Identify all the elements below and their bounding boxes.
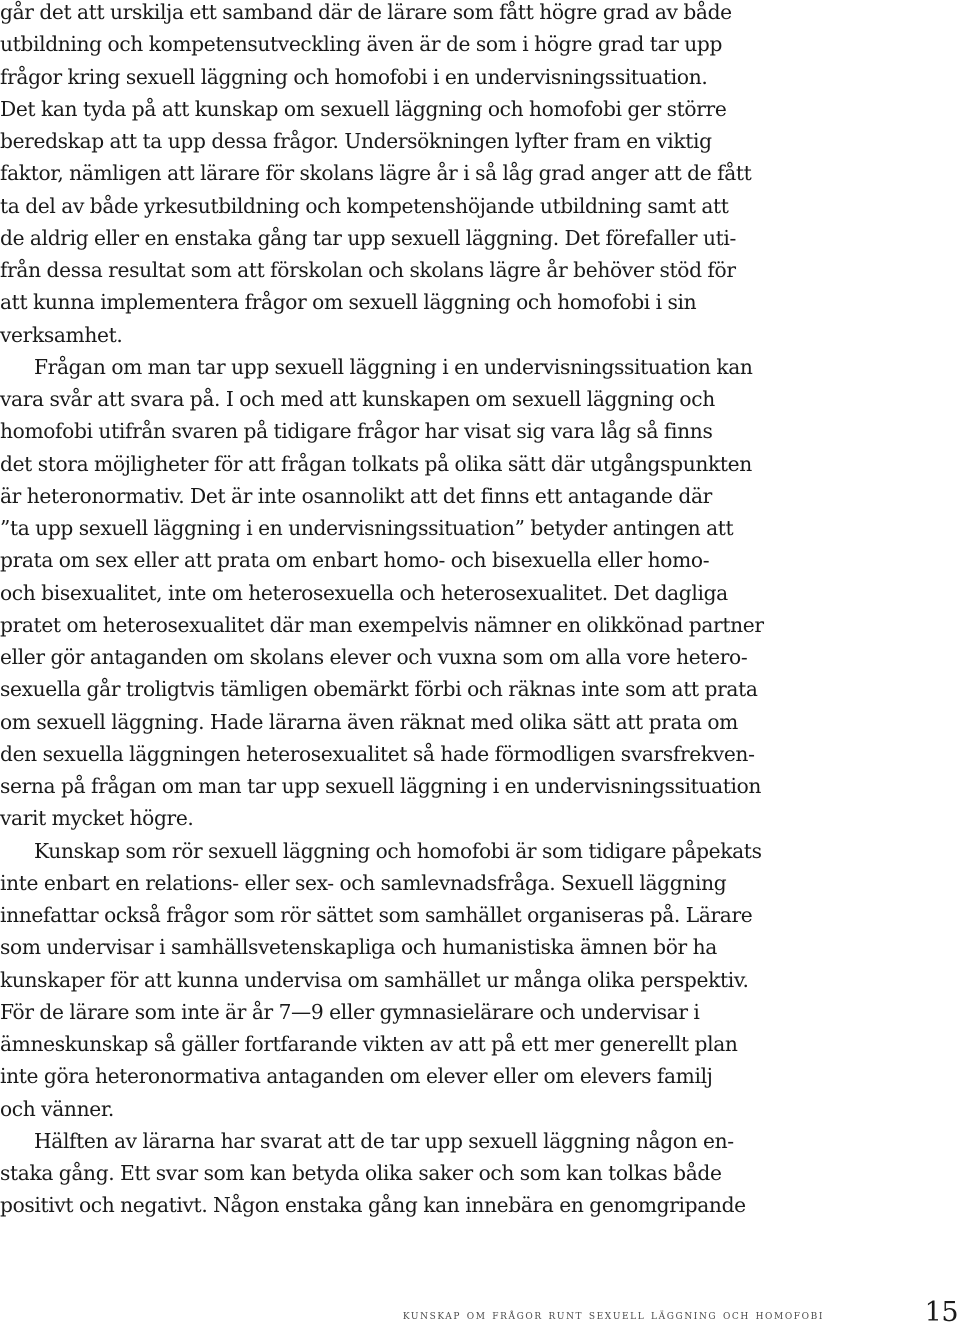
text-line: från dessa resultat som att förskolan och skolans lägre år behöver stöd för: [0, 258, 736, 282]
text-line: ta del av både yrkesutbildning och kompetenshöjande utbildning samt att: [0, 193, 729, 218]
text-line: positivt och negativt. Någon enstaka gång kan innebära en genomgripande: [0, 1193, 746, 1218]
text-line: vara svår att svara på. I och med att kunskapen om sexuell läggning och: [0, 387, 715, 411]
text-line: Det kan tyda på att kunskap om sexuell läggning och homofobi ger större: [0, 96, 727, 121]
text-line: och vänner.: [0, 1096, 114, 1121]
text-line: prata om sex eller att prata om enbart homo- och bisexuella eller homo-: [0, 548, 710, 573]
text-line: ämneskunskap så gäller fortfarande vikten av att på ett mer generellt plan: [0, 1032, 738, 1056]
text-line: Kunskap som rör sexuell läggning och homofobi är som tidigare påpekats: [34, 838, 762, 863]
text-line: kunskaper för att kunna undervisa om samhället ur många olika perspektiv.: [0, 967, 749, 992]
text-line: Frågan om man tar upp sexuell läggning i en undervisningssituation kan: [34, 354, 753, 379]
text-line: ”ta upp sexuell läggning i en undervisningssituation” betyder antingen att: [0, 516, 734, 540]
text-line: verksamhet.: [0, 322, 123, 347]
text-line: inte göra heteronormativa antaganden om elever eller om elevers familj: [0, 1064, 713, 1089]
text-line: det stora möjligheter för att frågan tolkats på olika sätt där utgångspunkten: [0, 451, 752, 476]
page-footer: [0, 1297, 960, 1340]
text-line: beredskap att ta upp dessa frågor. Undersökningen lyfter fram en viktig: [0, 129, 712, 153]
text-line: är heteronormativ. Det är inte osannolikt att det finns ett antagande där: [0, 483, 712, 508]
text-line: den sexuella läggningen heterosexualitet så hade förmodligen svarsfrekven-: [0, 741, 755, 766]
text-line: frågor kring sexuell läggning och homofobi i en undervisningssituation.: [0, 64, 708, 89]
text-line: serna på frågan om man tar upp sexuell läggning i en undervisningssituation: [0, 774, 762, 798]
text-line: varit mycket högre.: [0, 806, 194, 831]
text-line: om sexuell läggning. Hade lärarna även räknat med olika sätt att prata om: [0, 709, 738, 734]
text-line: de aldrig eller en enstaka gång tar upp sexuell läggning. Det förefaller uti-: [0, 225, 736, 250]
text-line: som undervisar i samhällsvetenskapliga och humanistiska ämnen bör ha: [0, 935, 717, 960]
text-line: staka gång. Ett svar som kan betyda olika saker och som kan tolkas både: [0, 1161, 722, 1185]
text-line: Hälften av lärarna har svarat att de tar upp sexuell läggning någon en-: [34, 1128, 734, 1153]
text-line: pratet om heterosexualitet där man exempelvis nämner en olikkönad partner: [0, 612, 764, 637]
text-line: och bisexualitet, inte om heterosexuella och heterosexualitet. Det dagliga: [0, 580, 728, 605]
text-line: faktor, nämligen att lärare för skolans lägre år i så låg grad anger att de fått: [0, 161, 752, 186]
text-line: inte enbart en relations- eller sex- och samlevnadsfråga. Sexuell läggning: [0, 870, 727, 895]
text-line: utbildning och kompetensutveckling även är de som i högre grad tar upp: [0, 32, 723, 57]
running-head: kunskap om frågor runt sexuell läggning och homofobi: [402, 1308, 824, 1323]
page-number: 15: [924, 1297, 958, 1328]
text-line: homofobi utifrån svaren på tidigare frågor har visat sig vara låg så finns: [0, 419, 713, 444]
text-line: sexuella går troligtvis tämligen obemärkt förbi och räknas inte som att prata: [0, 677, 758, 702]
text-line: För de lärare som inte är år 7—9 eller gymnasielärare och undervisar i: [0, 999, 700, 1024]
text-line: eller gör antaganden om skolans elever och vuxna som om alla vore hetero-: [0, 645, 748, 669]
text-line: att kunna implementera frågor om sexuell läggning och homofobi i sin: [0, 290, 697, 315]
text-line: går det att urskilja ett samband där de lärare som fått högre grad av både: [0, 0, 732, 24]
text-line: innefattar också frågor som rör sättet som samhället organiseras på. Lärare: [0, 903, 753, 927]
